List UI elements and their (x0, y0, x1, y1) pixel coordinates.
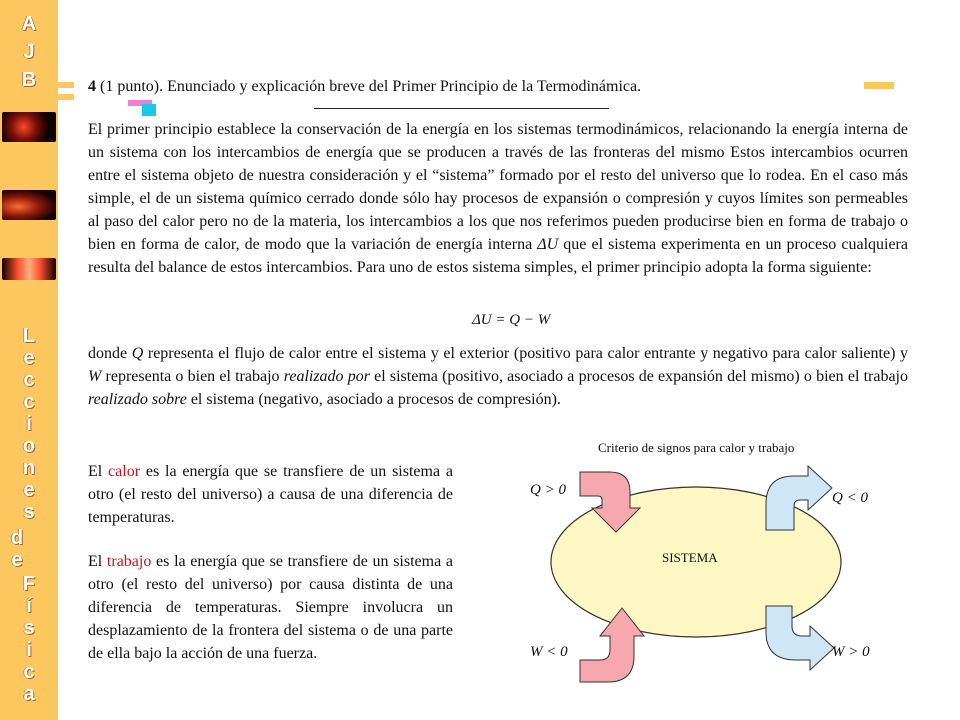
paragraph-text: el sistema (positivo, asociado a procesos de expansión del mismo) o bien el trabajo (369, 368, 909, 385)
sidebar-letter: i (26, 413, 32, 435)
sidebar (0, 0, 58, 720)
emphasis-realizado-sobre: realizado sobre (88, 391, 187, 408)
w-symbol: W (88, 368, 102, 385)
sidebar-letter: F (22, 573, 36, 595)
arrow-work-out (766, 606, 834, 670)
sidebar-letter: e (11, 549, 23, 571)
label-q-negative: Q < 0 (832, 490, 868, 506)
label-q-positive: Q > 0 (530, 482, 566, 498)
logo-letter-j: J (23, 41, 35, 63)
question-text: (1 punto). Enunciado y explicación breve del Primer Principio de la Termodinámica. (100, 78, 642, 95)
paragraph-text: El primer principio establece la conservación de la energía en los sistemas termodinámicos, relacionando la energía interna de un sistema con los intercambios de energía que se producen a través de las fronteras del mismo Estos intercambios ocurren entre el sistema objeto de nuestra consideración y el “sistema” formado por el resto del universo que lo rodea. En el caso más simple, el de un sistema químico cerrado donde sólo hay procesos de expansión o compresión y cuyos límites son permeables al paso del calor pero no de la materia, los intercambios a los que nos referimos pueden producirse bien en forma de trabajo o bien en forma de calor, de modo que la variación de energía interna (88, 121, 908, 253)
sidebar-letter: e (23, 347, 35, 369)
title-underline (314, 108, 609, 109)
paragraph-definitions (88, 342, 908, 411)
sidebar-letter: s (23, 617, 35, 639)
sidebar-letter: í (26, 595, 32, 617)
decor-bar-right (864, 82, 894, 89)
decor-square-cyan (142, 104, 156, 116)
question-number: 4 (88, 78, 96, 95)
sidebar-letter: e (23, 479, 35, 501)
keyword-trabajo: trabajo (106, 553, 152, 570)
definition-text: El (88, 553, 107, 570)
question-title (88, 78, 641, 96)
sidebar-letter: L (22, 325, 36, 347)
sidebar-letter: i (26, 639, 32, 661)
thumbnail-image-2 (2, 190, 56, 220)
decor-bar (58, 82, 74, 88)
paragraph-first-principle (88, 118, 908, 279)
sidebar-letter: o (22, 435, 36, 457)
sidebar-letter: n (22, 457, 36, 479)
q-symbol: Q (131, 345, 144, 362)
decor-bar (58, 94, 74, 100)
definition-text: es la energía que se transfiere de un sistema a otro (el resto del universo) a causa de una diferencia de temperaturas. (88, 463, 453, 526)
keyword-calor: calor (108, 463, 141, 480)
sidebar-letter: c (23, 661, 35, 683)
emphasis-realizado-por: realizado por (283, 368, 370, 385)
sidebar-letter: c (23, 391, 35, 413)
definition-text: es la energía que se transfiere de un sistema a otro (el resto del universo) por causa distinta de una diferencia de temperaturas. Siempre involucra un desplazamiento de la frontera del sistema o de una parte de ella bajo la acción de una fuerza. (88, 553, 453, 662)
sidebar-letter: a (23, 683, 35, 705)
delta-u-symbol: ΔU (537, 236, 559, 253)
logo-letter-a: A (21, 13, 37, 35)
diagram-title: Criterio de signos para calor y trabajo (598, 440, 795, 455)
system-label: SISTEMA (662, 550, 718, 565)
trabajo-definition (88, 550, 453, 665)
calor-definition (88, 460, 453, 529)
paragraph-text: representa el flujo de calor entre el sistema y el exterior (positivo para calor entrante y negativo para calor saliente) y (143, 345, 908, 362)
label-w-positive: W > 0 (832, 644, 870, 660)
first-law-formula: ΔU = Q − W (472, 312, 551, 328)
paragraph-text: el sistema (negativo, asociado a procesos de compresión). (186, 391, 561, 408)
definition-text: El (88, 463, 109, 480)
thumbnail-image-3 (2, 258, 56, 280)
paragraph-text: que el sistema experimenta en un proceso cualquiera resulta del balance de estos intercambios. Para uno de estos sistema simples, el primer principio adopta la forma siguiente: (88, 236, 908, 276)
thumbnail-image-1 (2, 112, 56, 142)
sidebar-letter: d (10, 527, 24, 549)
sidebar-letter: c (23, 369, 35, 391)
sidebar-letter: s (23, 501, 35, 523)
label-w-negative: W < 0 (530, 644, 568, 660)
paragraph-text: representa o bien el trabajo (101, 368, 284, 385)
paragraph-text: donde (88, 345, 132, 362)
logo-letter-b: B (21, 69, 37, 91)
